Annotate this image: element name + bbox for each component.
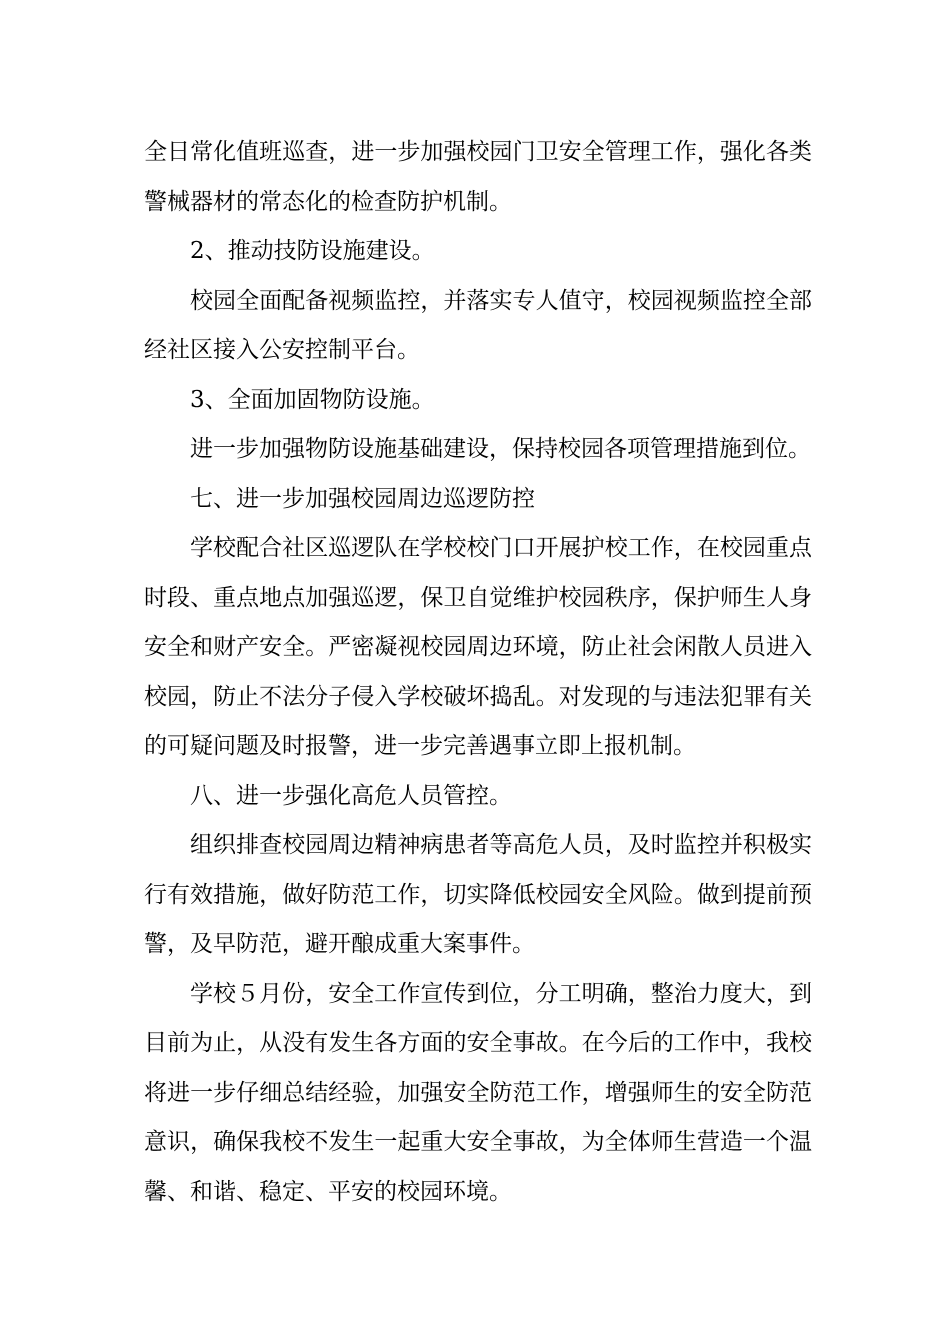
paragraph-continuation: 全日常化值班巡查，进一步加强校园门卫安全管理工作，强化各类警械器材的常态化的检查防护机制。: [144, 139, 812, 215]
section-heading-2: 2、推动技防设施建设。: [190, 238, 435, 264]
paragraph-summary: 学校５月份，安全工作宣传到位，分工明确，整治力度大，到目前为止，从没有发生各方面的安全事故。在今后的工作中，我校将进一步仔细总结经验，加强安全防范工作，增强师生的安全防范意识，确保我校不发生一起重大安全事故，为全体师生营造一个温馨、和谐、稳定、平安的校园环境。: [144, 980, 812, 1205]
section-heading-seven: 七、进一步加强校园周边巡逻防控: [190, 485, 535, 512]
document-body: [144, 128, 812, 1217]
section-heading-eight: 八、进一步强化高危人员管控。: [190, 782, 512, 809]
section-heading-3: 3、全面加固物防设施。: [190, 386, 435, 413]
paragraph-video-monitoring: 校园全面配备视频监控，并落实专人值守，校园视频监控全部经社区接入公安控制平台。: [144, 287, 812, 363]
paragraph-high-risk: 组织排查校园周边精神病患者等高危人员，及时监控并积极实行有效措施，做好防范工作，切实降低校园安全风险。做到提前预警，及早防范，避开酿成重大案事件。: [144, 832, 812, 957]
paragraph-patrol: 学校配合社区巡逻队在学校校门口开展护校工作，在校园重点时段、重点地点加强巡逻，保卫自觉维护校园秩序，保护师生人身安全和财产安全。严密凝视校园周边环境，防止社会闲散人员进入校园，防止不法分子侵入学校破坏捣乱。对发现的与违法犯罪有关的可疑问题及时报警，进一步完善遇事立即上报机制。: [144, 535, 812, 759]
paragraph-physical-defense: 进一步加强物防设施基础建设，保持校园各项管理措施到位。: [190, 436, 811, 462]
